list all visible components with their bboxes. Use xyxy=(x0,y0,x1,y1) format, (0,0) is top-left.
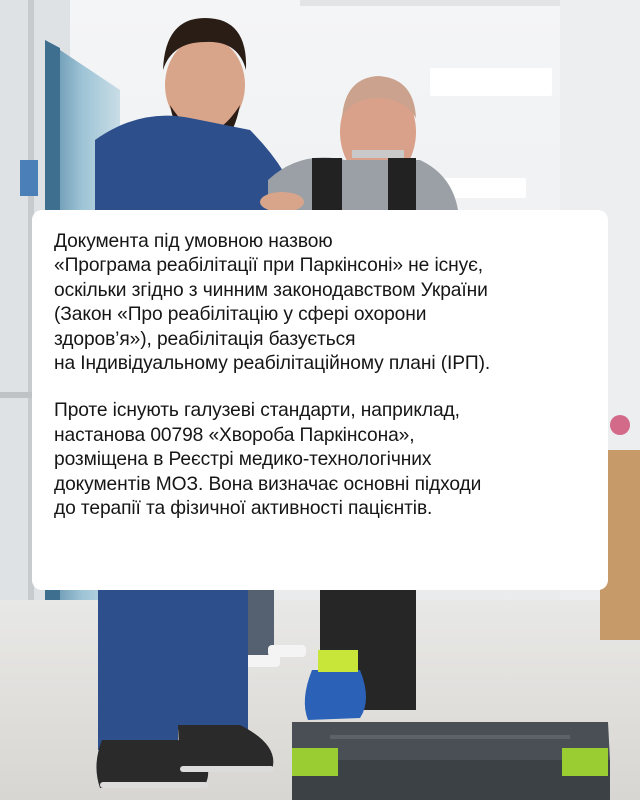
step-accent xyxy=(292,748,338,776)
paragraph-standards xyxy=(54,399,586,521)
text-line: здоров’я»), реабілітація базується xyxy=(54,328,356,350)
therapist-leg xyxy=(98,590,178,750)
text-line: документів МОЗ. Вона визначає основні підходи xyxy=(54,473,482,495)
text-line: настанова 00798 «Хвороба Паркінсона», xyxy=(54,424,415,446)
ceiling-light xyxy=(430,68,552,96)
patient-shoe xyxy=(305,670,366,720)
text-line: «Програма реабілітації при Паркінсоні» не існує, xyxy=(54,255,484,277)
paragraph-ipr xyxy=(54,230,586,376)
text-line: розміщена в Реєстрі медико-технологічних xyxy=(54,449,432,471)
text-line: до терапії та фізичної активності пацієнтів. xyxy=(54,498,433,520)
text-line: (Закон «Про реабілітацію у сфері охорони xyxy=(54,304,427,326)
wall-sign xyxy=(20,160,38,196)
text-line: на Індивідуальному реабілітаційному плані (ІРП). xyxy=(54,353,491,375)
text-line: Проте існують галузеві стандарти, наприклад, xyxy=(54,400,460,422)
text-line: оскільки згідно з чинним законодавством України xyxy=(54,279,488,301)
text-line: Документа під умовною назвою xyxy=(54,231,333,252)
info-card xyxy=(32,210,608,590)
therapist-leg xyxy=(176,590,248,730)
step-accent xyxy=(562,748,608,776)
